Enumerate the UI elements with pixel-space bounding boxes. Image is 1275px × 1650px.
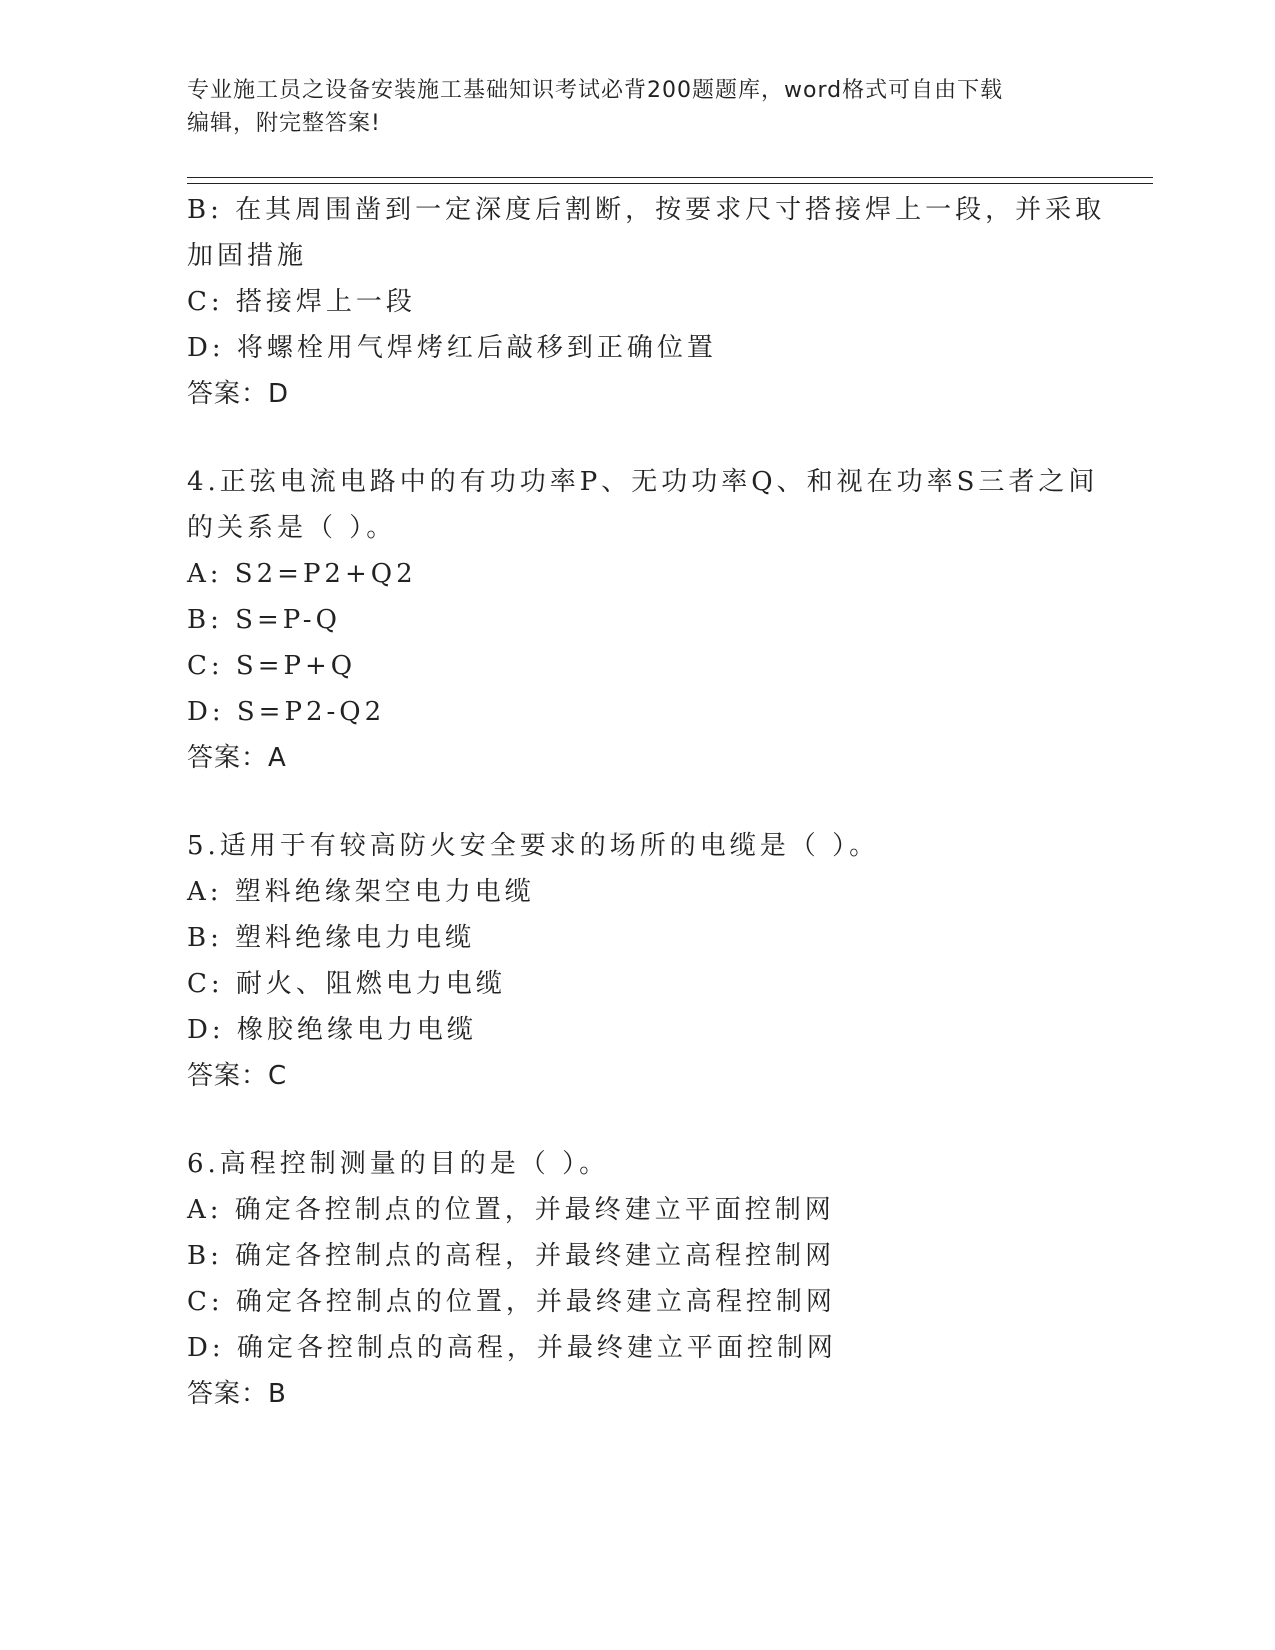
header-rule-bottom bbox=[187, 183, 1153, 184]
header-rule-top bbox=[187, 177, 1153, 178]
question-3-partial bbox=[187, 187, 1106, 417]
q6-option-c: C: 确定各控制点的位置，并最终建立高程控制网 bbox=[187, 1287, 836, 1317]
q4-stem-line-2: 的关系是（ ）。 bbox=[187, 513, 397, 543]
q4-option-a: A: S2=P2+Q2 bbox=[187, 559, 417, 589]
q5-option-d: D: 橡胶绝缘电力电缆 bbox=[187, 1015, 477, 1045]
header-title-line-2: 编辑，附完整答案! bbox=[187, 111, 381, 136]
q6-stem: 6.高程控制测量的目的是（ ）。 bbox=[187, 1149, 610, 1179]
spacer bbox=[187, 781, 1087, 823]
question-6 bbox=[187, 1141, 1087, 1417]
document-header bbox=[187, 74, 1067, 140]
q5-stem: 5.适用于有较高防火安全要求的场所的电缆是（ ）。 bbox=[187, 831, 880, 861]
q3-answer: 答案：D bbox=[187, 379, 290, 409]
q3-option-b-line-2: 加固措施 bbox=[187, 241, 308, 271]
q5-answer: 答案：C bbox=[187, 1061, 288, 1091]
q4-stem-line-1: 4.正弦电流电路中的有功功率P、无功功率Q、和视在功率S三者之间 bbox=[187, 467, 1099, 497]
header-title-line-1: 专业施工员之设备安装施工基础知识考试必背200题题库，word格式可自由下载 bbox=[187, 78, 1004, 103]
q4-answer: 答案：A bbox=[187, 743, 287, 773]
q3-option-d: D: 将螺栓用气焊烤红后敲移到正确位置 bbox=[187, 333, 717, 363]
q4-option-b: B: S=P-Q bbox=[187, 605, 341, 635]
q5-option-b: B: 塑料绝缘电力电缆 bbox=[187, 923, 476, 953]
q5-option-a: A: 塑料绝缘架空电力电缆 bbox=[187, 877, 535, 907]
q3-option-b-line-1: B: 在其周围凿到一定深度后割断，按要求尺寸搭接焊上一段，并采取 bbox=[187, 195, 1106, 225]
spacer bbox=[187, 417, 1087, 459]
spacer bbox=[187, 1099, 1087, 1141]
q6-answer: 答案：B bbox=[187, 1379, 287, 1409]
q4-option-d: D: S=P2-Q2 bbox=[187, 697, 386, 727]
question-5 bbox=[187, 823, 1087, 1099]
q6-option-a: A: 确定各控制点的位置，并最终建立平面控制网 bbox=[187, 1195, 835, 1225]
q6-option-b: B: 确定各控制点的高程，并最终建立高程控制网 bbox=[187, 1241, 836, 1271]
q6-option-d: D: 确定各控制点的高程，并最终建立平面控制网 bbox=[187, 1333, 837, 1363]
q5-option-c: C: 耐火、阻燃电力电缆 bbox=[187, 969, 506, 999]
question-4 bbox=[187, 459, 1099, 781]
q4-option-c: C: S=P+Q bbox=[187, 651, 357, 681]
question-list bbox=[187, 187, 1106, 1417]
q3-option-c: C: 搭接焊上一段 bbox=[187, 287, 416, 317]
